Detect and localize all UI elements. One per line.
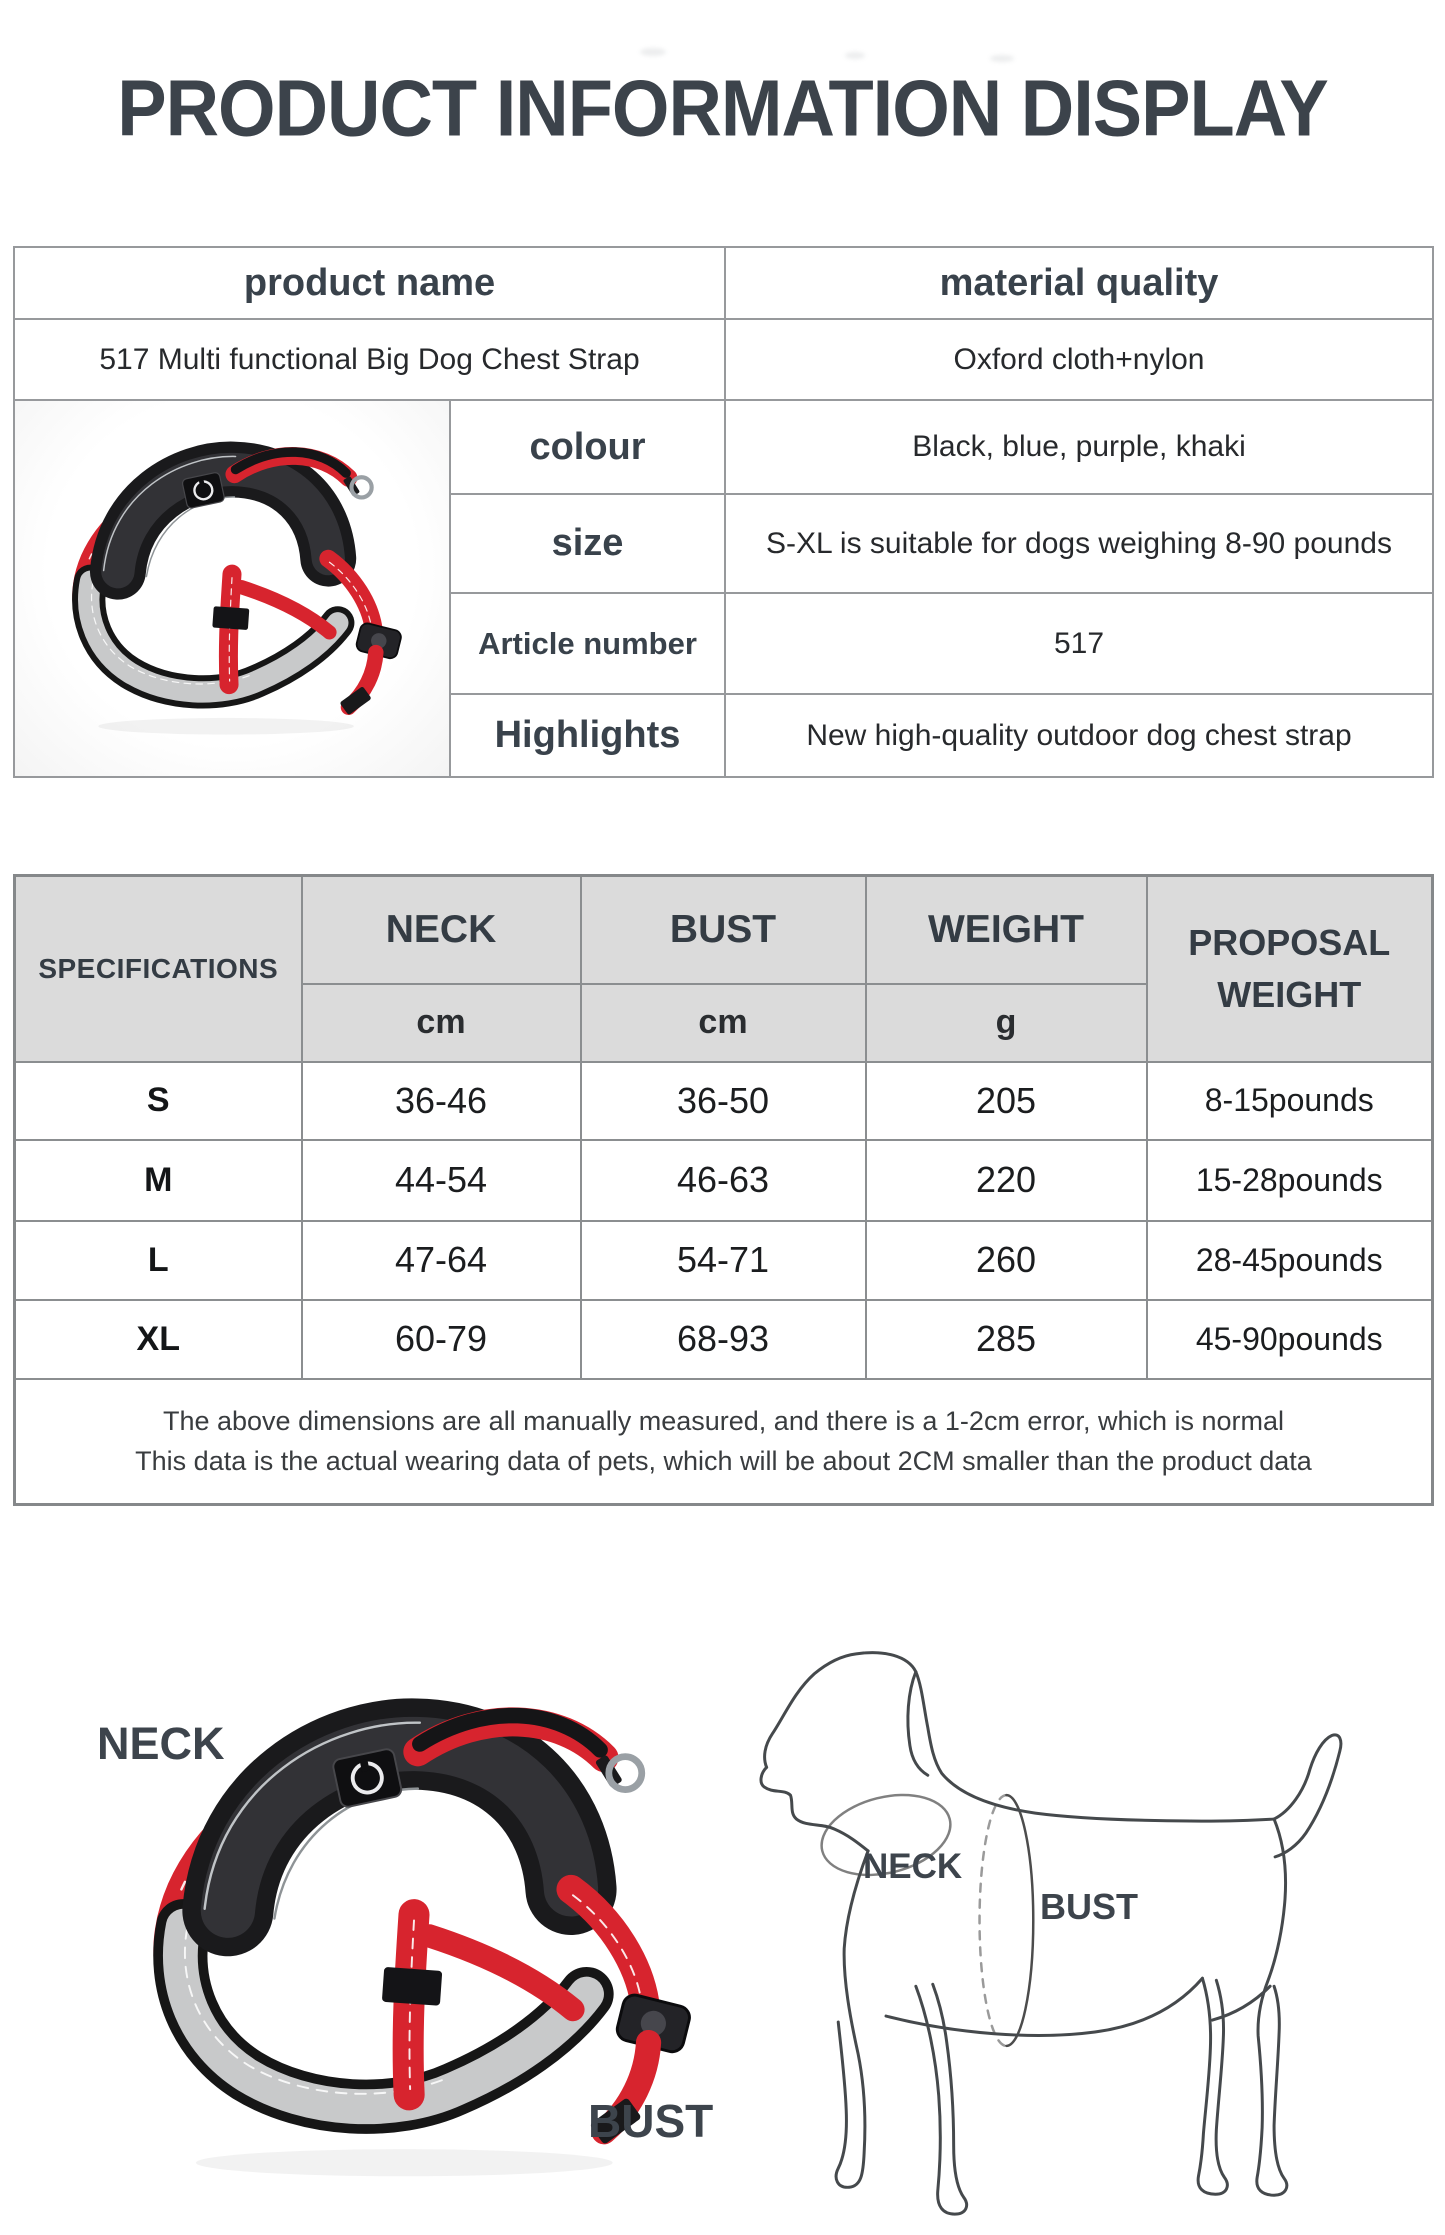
xl-bust: 68-93 — [581, 1300, 866, 1379]
product-photo-cell — [14, 400, 450, 777]
size-m: M — [15, 1140, 302, 1221]
article-number-value: 517 — [725, 593, 1433, 694]
m-bust: 46-63 — [581, 1140, 866, 1221]
l-weight: 260 — [866, 1221, 1147, 1300]
measurement-note — [15, 1379, 1433, 1505]
l-proposal: 28-45pounds — [1147, 1221, 1433, 1300]
specifications-table — [13, 874, 1434, 1506]
harness-neck-label: NECK — [97, 1718, 225, 1769]
material-quality-value: Oxford cloth+nylon — [725, 319, 1433, 400]
dog-neck-label: NECK — [863, 1847, 963, 1886]
dog-bust-label: BUST — [1040, 1886, 1138, 1927]
size-s: S — [15, 1062, 302, 1140]
specifications-header: SPECIFICATIONS — [15, 876, 302, 1062]
m-weight: 220 — [866, 1140, 1147, 1221]
product-name-header: product name — [14, 247, 725, 319]
bust-column-header: BUST — [581, 876, 866, 984]
size-label: size — [450, 494, 725, 593]
note-line-1: The above dimensions are all manually measured, and there is a 1-2cm error, which is normal — [162, 1406, 1285, 1437]
highlights-label: Highlights — [450, 694, 725, 777]
l-bust: 54-71 — [581, 1221, 866, 1300]
neck-column-header: NECK — [302, 876, 581, 984]
weight-unit: g — [866, 984, 1147, 1062]
dog-body-outline — [761, 1653, 1341, 2214]
note-line-2: This data is the actual wearing data of pets, which will be about 2CM smaller than the product data — [135, 1446, 1312, 1477]
neck-unit: cm — [302, 984, 581, 1062]
page-title: PRODUCT INFORMATION DISPLAY — [117, 63, 1328, 153]
spec-row-xl — [15, 1300, 1433, 1379]
l-neck: 47-64 — [302, 1221, 581, 1300]
product-info-table — [13, 246, 1434, 778]
size-xl: XL — [15, 1300, 302, 1379]
s-neck: 36-46 — [302, 1062, 581, 1140]
article-number-label: Article number — [450, 593, 725, 694]
colour-label: colour — [450, 400, 725, 494]
m-proposal: 15-28pounds — [1147, 1140, 1433, 1221]
spec-row-l — [15, 1221, 1433, 1300]
xl-neck: 60-79 — [302, 1300, 581, 1379]
size-value: S-XL is suitable for dogs weighing 8-90 pounds — [725, 494, 1433, 593]
xl-weight: 285 — [866, 1300, 1147, 1379]
proposal-weight-header: PROPOSAL WEIGHT — [1147, 876, 1433, 1062]
s-bust: 36-50 — [581, 1062, 866, 1140]
m-neck: 44-54 — [302, 1140, 581, 1221]
xl-proposal: 45-90pounds — [1147, 1300, 1433, 1379]
bust-ellipse — [1006, 1795, 1033, 2046]
harness-bust-label: BUST — [588, 2095, 714, 2147]
material-quality-header: material quality — [725, 247, 1433, 319]
spec-row-m — [15, 1140, 1433, 1221]
bust-unit: cm — [581, 984, 866, 1062]
bust-ellipse-dashed — [980, 1795, 1007, 2046]
s-weight: 205 — [866, 1062, 1147, 1140]
spec-row-s — [15, 1062, 1433, 1140]
dog-outline-drawing — [735, 1628, 1440, 2235]
harness-product-photo — [24, 421, 440, 751]
s-proposal: 8-15pounds — [1147, 1062, 1433, 1140]
highlights-value: New high-quality outdoor dog chest strap — [725, 694, 1433, 777]
product-name-value: 517 Multi functional Big Dog Chest Strap — [14, 319, 725, 400]
weight-column-header: WEIGHT — [866, 876, 1147, 984]
size-l: L — [15, 1221, 302, 1300]
colour-value: Black, blue, purple, khaki — [725, 400, 1433, 494]
